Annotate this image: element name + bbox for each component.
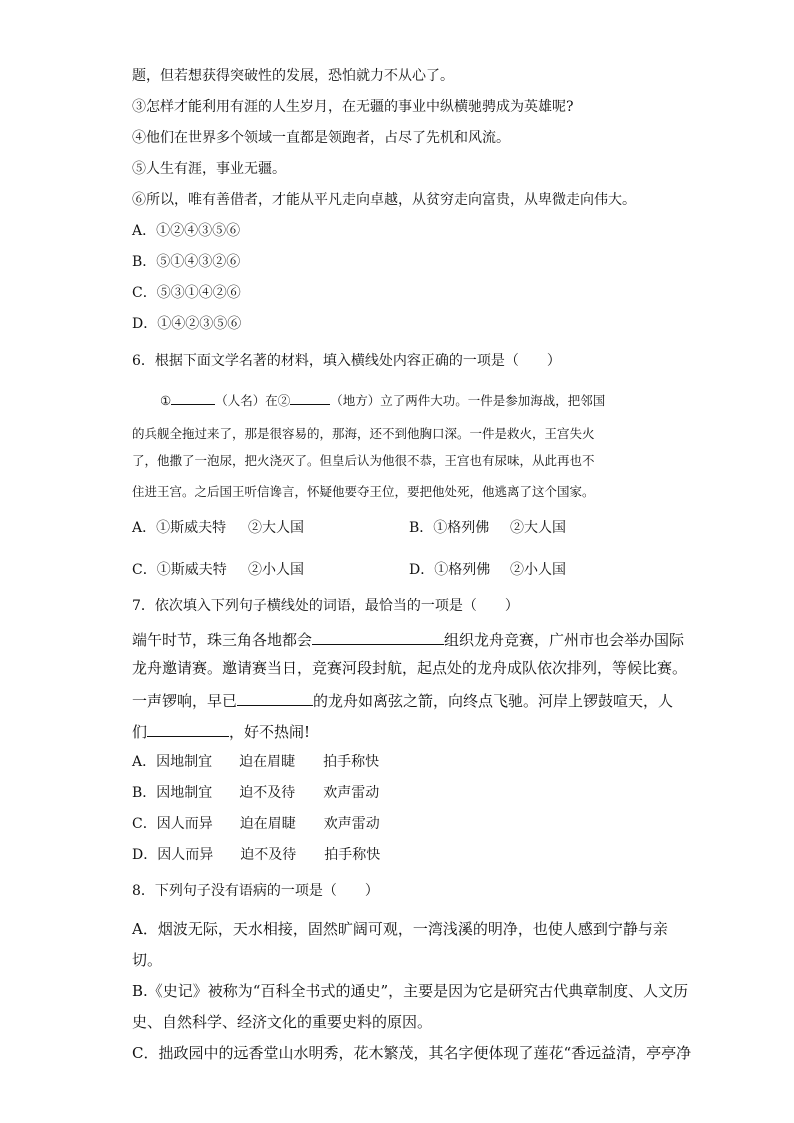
sentence-5: ⑤人生有涯，事业无疆。 [132, 161, 286, 177]
q6-stem: 6．根据下面文学名著的材料，填入横线处内容正确的一项是（ ） [132, 353, 561, 369]
q7-stem: 7．依次填入下列句子横线处的词语，最恰当的一项是（ ） [132, 598, 519, 614]
q6-passage-line-2: 的兵舰全拖过来了，那是很容易的，那海，还不到他胸口深。一件是救火，王宫失火 [132, 426, 595, 441]
q6-blank-2 [290, 388, 330, 405]
q7-blank-1 [312, 628, 444, 645]
q7-text-line-3 [132, 689, 673, 711]
q7-option-c-word-1: C．因人而异 [132, 816, 213, 832]
q7-option-b [132, 783, 379, 803]
q8-option-b-line-1: B.《史记》被称为“百科全书式的通史”，主要是因为它是研究古代典章制度、人文历 [132, 982, 689, 1000]
sentence-6: ⑥所以，唯有善借者，才能从平凡走向卓越，从贫穷走向富贵，从卑微走向伟大。 [132, 192, 636, 208]
sentence-3: ③怎样才能利用有涯的人生岁月，在无疆的事业中纵横驰骋成为英雄呢? [132, 99, 574, 115]
q7-option-c [132, 814, 380, 834]
q8-option-a-line-1: A．烟波无际，天水相接，固然旷阔可观，一湾浅溪的明净，也使人感到宁静与亲 [132, 920, 668, 938]
q7-option-a-word-2: 迫在眉睫 [239, 754, 296, 770]
q7-option-b-word-3: 欢声雷动 [323, 785, 380, 801]
q6-passage-line-3: 了，他撒了一泡尿，把火浇灭了。但皇后认为他很不恭，王宫也有尿味，从此再也不 [132, 453, 595, 468]
q7-text-4b: ，好不热闹! [229, 723, 311, 741]
q6-option-a-name: A．①斯威夫特 [132, 520, 227, 536]
q7-blank-3 [147, 720, 229, 737]
sentence-4: ④他们在世界多个领域一直都是领跑者，占尽了先机和风流。 [132, 130, 510, 146]
q7-option-d-word-2: 迫不及待 [240, 847, 297, 863]
q8-stem: 8．下列句子没有语病的一项是（ ） [132, 883, 379, 899]
q7-text-line-2: 龙舟邀请赛。邀请赛当日，竞赛河段封航，起点处的龙舟成队依次排列，等候比赛。 [132, 659, 688, 677]
q8-option-a-line-2: 切。 [132, 951, 163, 969]
q7-text-3b: 的龙舟如离弦之箭，向终点飞驰。河岸上锣鼓喧天，人 [313, 692, 674, 710]
q8-option-c-line-1: C．拙政园中的远香堂山水明秀，花木繁茂，其名字便体现了莲花“香远益清，亭亭净 [132, 1044, 692, 1062]
q5-option-a: A．①②④③⑤⑥ [132, 223, 241, 239]
q6-option-a-place: ②大人国 [248, 520, 304, 536]
q5-option-b: B．⑤①④③②⑥ [132, 254, 241, 270]
q7-option-d-word-3: 拍手称快 [324, 847, 381, 863]
q5-option-d: D．①④②③⑤⑥ [132, 316, 242, 332]
q7-option-a-word-3: 拍手称快 [323, 754, 380, 770]
q7-option-b-word-2: 迫不及待 [239, 785, 296, 801]
q7-option-a-word-1: A．因地制宜 [132, 754, 213, 770]
q6-passage-text-b: （地方）立了两件大功。一件是参加海战，把邻国 [330, 393, 606, 408]
q7-text-3a: 一声锣响，早已 [132, 692, 238, 710]
q7-option-b-word-1: B．因地制宜 [132, 785, 213, 801]
q7-blank-2 [237, 689, 313, 706]
q6-blank-1-label: ① [160, 393, 172, 408]
q6-option-d-name: D．①格列佛 [409, 562, 491, 578]
q6-passage-text-a: （人名）在② [215, 393, 291, 408]
q6-option-c-name: C．①斯威夫特 [132, 562, 227, 578]
intro-line: 题，但若想获得突破性的发展，恐怕就力不从心了。 [132, 68, 454, 84]
q6-option-d-place: ②小人国 [510, 562, 566, 578]
q5-option-c: C．⑤③①④②⑥ [132, 285, 241, 301]
q8-option-b-line-2: 史、自然科学、经济文化的重要史料的原因。 [132, 1013, 433, 1031]
q6-option-c-place: ②小人国 [248, 562, 304, 578]
q6-option-b-name: B．①格列佛 [409, 520, 490, 536]
q6-blank-1 [171, 388, 215, 405]
q6-passage-line-4: 住进王宫。之后国王听信谗言，怀疑他要夺王位，要把他处死，他逃离了这个国家。 [132, 484, 595, 499]
q7-text-line-4 [132, 720, 310, 742]
q7-option-c-word-3: 欢声雷动 [323, 816, 380, 832]
q7-text-4a: 们 [132, 723, 148, 741]
q6-passage-line-1 [160, 388, 680, 411]
q7-option-d [132, 845, 380, 865]
q7-option-a [132, 752, 379, 772]
q7-option-c-word-2: 迫在眉睫 [239, 816, 296, 832]
q7-option-d-word-1: D．因人而异 [132, 847, 214, 863]
q7-text-1b: 组织龙舟竞赛，广州市也会举办国际 [444, 631, 685, 649]
q7-text-line-1 [132, 628, 684, 650]
q7-text-1a: 端午时节，珠三角各地都会 [132, 631, 313, 649]
q6-option-b-place: ②大人国 [510, 520, 566, 536]
